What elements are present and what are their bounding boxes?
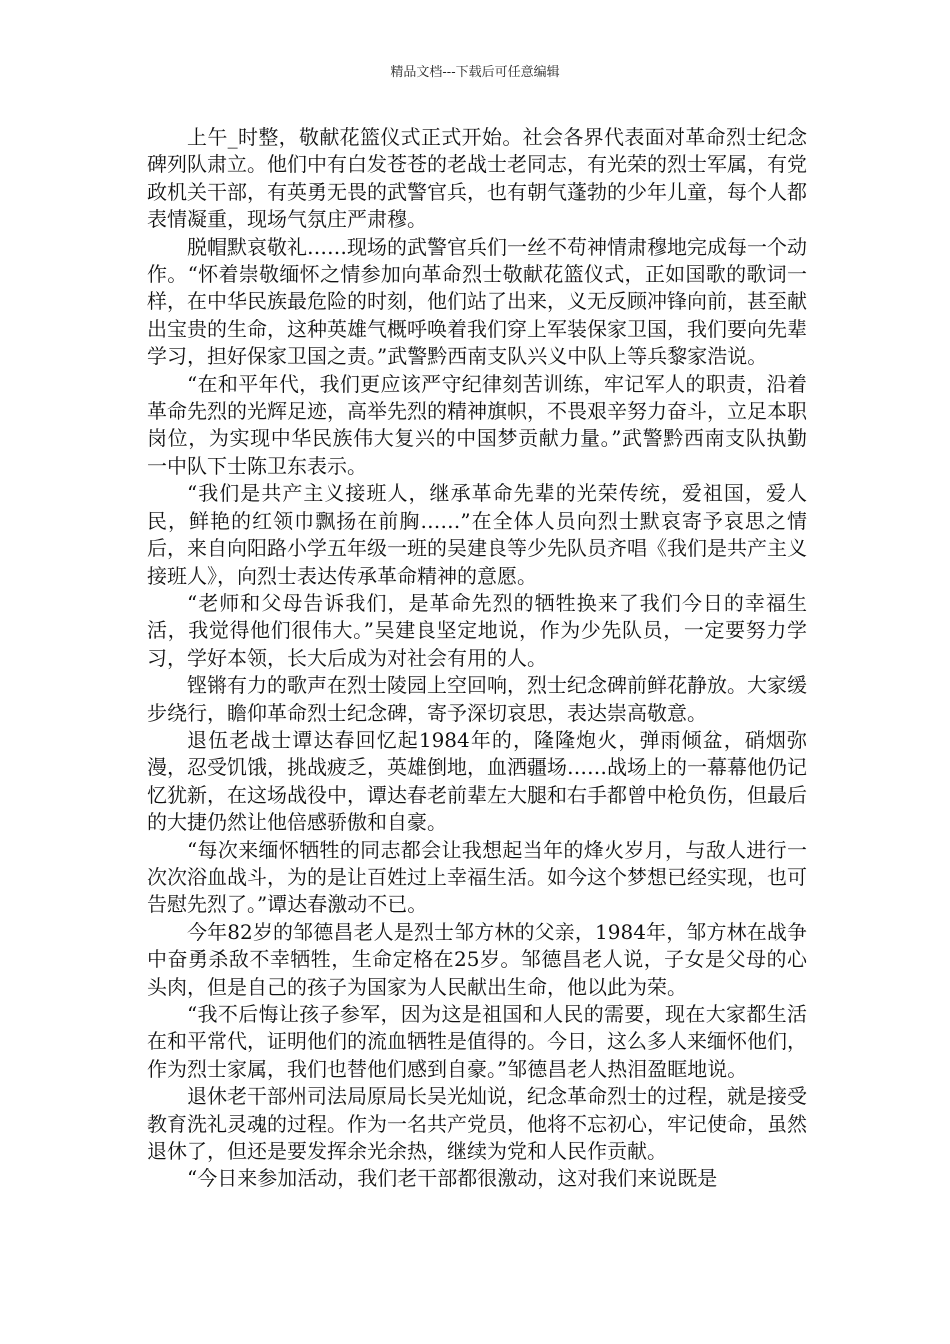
paragraph: 退伍老战士谭达春回忆起1984年的，隆隆炮火，弹雨倾盆，硝烟弥漫，忍受饥饿，挑战疲乏，英雄倒地，血洒疆场……战场上的一幕幕他仍记忆犹新，在这场战役中，谭达春老前辈左大腿和右手都曾中枪负伤，但最后的大捷仍然让他倍感骄傲和自豪。 bbox=[147, 727, 807, 835]
paragraph: “每次来缅怀牺牲的同志都会让我想起当年的烽火岁月，与敌人进行一次次浴血战斗，为的是让百姓过上幸福生活。如今这个梦想已经实现，也可告慰先烈了。”谭达春激动不已。 bbox=[147, 837, 807, 917]
paragraph: “在和平年代，我们更应该严守纪律刻苦训练，牢记军人的职责，沿着革命先烈的光辉足迹，高举先烈的精神旗帜，不畏艰辛努力奋斗，立足本职岗位，为实现中华民族伟大复兴的中国梦贡献力量。”武警黔西南支队执勤一中队下士陈卫东表示。 bbox=[147, 371, 807, 478]
page-header: 精品文档---下载后可任意编辑 bbox=[390, 65, 560, 80]
paragraph: 上午_时整，敬献花篮仪式正式开始。社会各界代表面对革命烈士纪念碑列队肃立。他们中有白发苍苍的老战士老同志，有光荣的烈士军属，有党政机关干部，有英勇无畏的武警官兵，也有朝气蓬勃的少年儿童，每个人都表情凝重，现场气氛庄严肃穆。 bbox=[147, 125, 807, 232]
paragraph: “我不后悔让孩子参军，因为这是祖国和人民的需要，现在大家都生活在和平常代，证明他们的流血牺牲是值得的。今日，这么多人来缅怀他们，作为烈士家属，我们也替他们感到自豪。”邹德昌老人热泪盈眶地说。 bbox=[147, 1002, 807, 1081]
paragraph: “我们是共产主义接班人，继承革命先辈的光荣传统，爱祖国，爱人民，鲜艳的红领巾飘扬在前胸……”在全体人员向烈士默哀寄予哀思之情后，来自向阳路小学五年级一班的吴建良等少先队员齐唱《我们是共产主义接班人》，向烈士表达传承革命精神的意愿。 bbox=[147, 481, 807, 588]
paragraph: 铿锵有力的歌声在烈士陵园上空回响，烈士纪念碑前鲜花静放。大家缓步绕行，瞻仰革命烈士纪念碑，寄予深切哀思，表达崇高敬意。 bbox=[147, 673, 807, 725]
paragraph: 脱帽默哀敬礼……现场的武警官兵们一丝不苟神情肃穆地完成每一个动作。“怀着崇敬缅怀之情参加向革命烈士敬献花篮仪式，正如国歌的歌词一样，在中华民族最危险的时刻，他们站了出来，义无反顾冲锋向前，甚至献出宝贵的生命，这种英雄气概呼唤着我们穿上军装保家卫国，我们要向先辈学习，担好保家卫国之责。”武警黔西南支队兴义中队上等兵黎家浩说。 bbox=[147, 234, 807, 369]
paragraph: “今日来参加活动，我们老干部都很激动，这对我们来说既是 bbox=[187, 1166, 718, 1191]
paragraph: “老师和父母告诉我们，是革命先烈的牺牲换来了我们今日的幸福生活，我觉得他们很伟大。”吴建良坚定地说，作为少先队员，一定要努力学习，学好本领，长大后成为对社会有用的人。 bbox=[147, 590, 807, 670]
document-body bbox=[147, 124, 807, 1193]
paragraph: 退休老干部州司法局原局长吴光灿说，纪念革命烈士的过程，就是接受教育洗礼灵魂的过程。作为一名共产党员，他将不忘初心，牢记使命，虽然退休了，但还是要发挥余光余热，继续为党和人民作贡献。 bbox=[147, 1084, 807, 1164]
paragraph: 今年82岁的邹德昌老人是烈士邹方林的父亲，1984年，邹方林在战争中奋勇杀敌不幸牺牲，生命定格在25岁。邹德昌老人说，子女是父母的心头肉，但是自己的孩子为国家为人民献出生命，他以此为荣。 bbox=[147, 919, 807, 999]
